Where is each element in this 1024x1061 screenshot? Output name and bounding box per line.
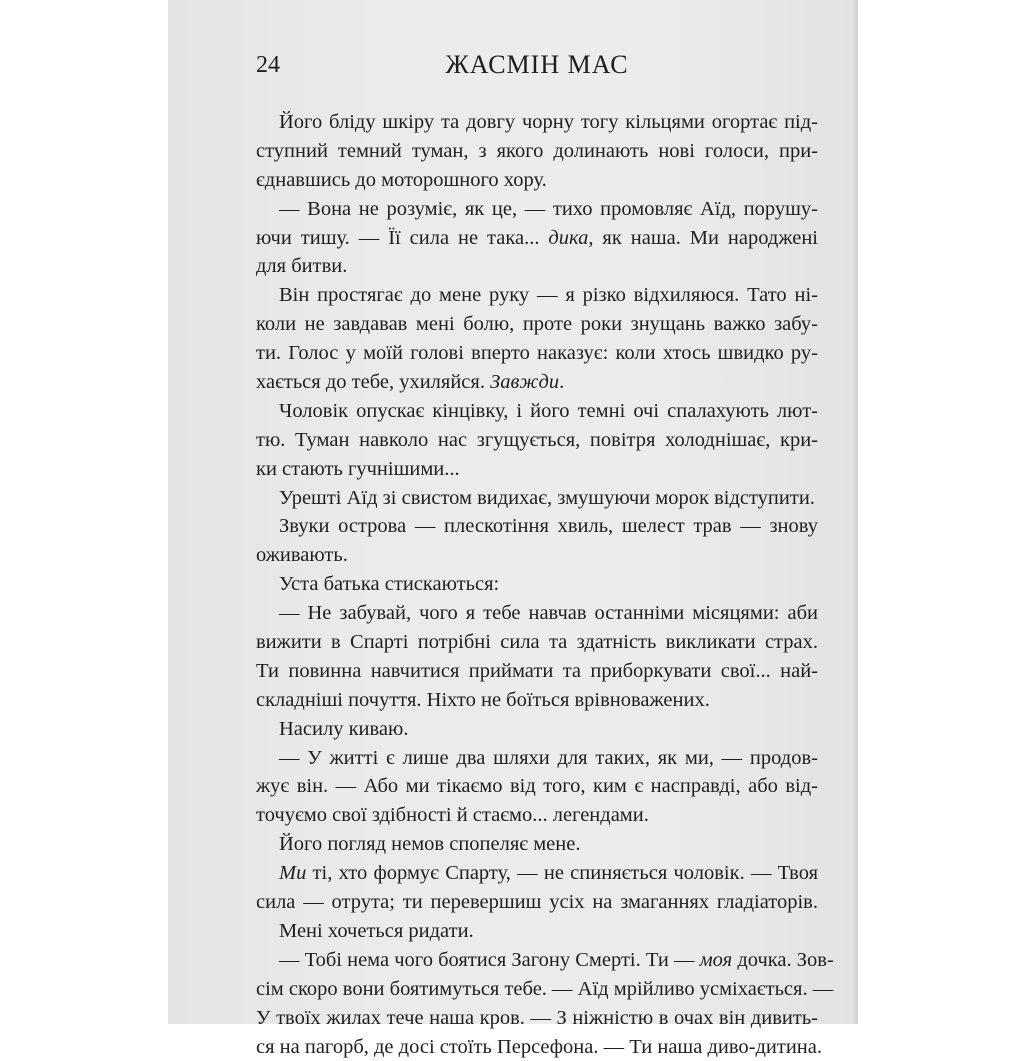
text-line [256,512,818,541]
text-line [256,368,818,397]
text-run: складніші почуття. Ніхто не боїться врівноважених. [256,689,710,711]
italic-text: Ми [279,862,306,884]
book-page [168,0,858,1024]
italic-text: дика [548,227,588,249]
text-run: ки стають гучнішими... [256,458,460,480]
text-run: Він простягає до мене руку — я різко відхиляюся. Тато ні- [279,284,818,306]
text-run: ти. Голос у моїй голові вперто наказує: коли хтось швидко ру- [256,342,818,364]
text-run: . [559,371,564,393]
page-header [256,46,818,86]
text-run: оживають. [256,544,348,566]
text-run: Звуки острова — плескотіння хвиль, шелест трав — знову [279,515,818,537]
text-line [256,686,818,715]
text-line [256,599,818,628]
text-line [256,224,818,253]
text-run: дочка. Зов- [732,949,834,971]
text-run: ючи тишу. — Її сила не така... [256,227,548,249]
text-line [256,859,818,888]
text-run: — У житті є лише два шляхи для таких, як ми, — продов- [279,747,818,769]
text-run: сила — отрута; ти перевершиш усіх на змаганнях гладіаторів. [256,891,818,913]
text-line [256,455,818,484]
text-line [256,541,818,570]
text-line [256,426,818,455]
text-run: Уста батька стискаються: [279,573,499,595]
text-line [256,628,818,657]
text-line [256,397,818,426]
text-line [256,888,818,917]
text-line [256,946,818,975]
running-title: ЖАСМІН МАС [256,50,818,80]
text-line [256,917,818,946]
text-run: У твоїх жилах тече наша кров. — З ніжністю в очах він дивить- [256,1007,818,1029]
text-run: — Вона не розуміє, як це, — тихо промовляє Аїд, порушу- [279,198,818,220]
text-run: Мені хочеться ридати. [279,920,474,942]
text-line [256,310,818,339]
text-line [256,744,818,773]
text-run: ті, хто формує Спарту, — не спиняється чоловік. — Твоя [306,862,818,884]
text-run: єднавшись до моторошного хору. [256,169,547,191]
text-run: жує він. — Або ми тікаємо від того, ким є насправді, або від- [256,775,818,797]
text-run: Чоловік опускає кінцівку, і його темні очі спалахують лют- [279,400,818,422]
text-run: Його бліду шкіру та довгу чорну тогу кільцями огортає під- [279,111,818,133]
text-run: коли не завдавав мені болю, проте роки знущань важко забу- [256,313,818,335]
text-run: вижити в Спарті потрібні сила та здатність викликати страх. [256,631,818,653]
text-run: Ти повинна навчитися приймати та приборкувати свої... най- [256,660,818,682]
text-line [256,570,818,599]
text-run: ся на пагорб, де досі стоїть Персефона. — Ти наша диво-дитина. [256,1036,822,1058]
text-run: Насилу киваю. [279,718,408,740]
text-run: — Тобі нема чого боятися Загону Смерті. Ти — [279,949,700,971]
text-line [256,715,818,744]
text-line [256,137,818,166]
page-number: 24 [256,52,280,79]
text-run: точуємо свої здібності й стаємо... легендами. [256,804,649,826]
text-run: ступний темний туман, з якого долинають нові голоси, при- [256,140,818,162]
text-line [256,166,818,195]
text-line [256,1004,818,1033]
text-line [256,252,818,281]
text-run: тю. Туман навколо нас згущується, повітря холоднішає, кри- [256,429,818,451]
text-line [256,772,818,801]
text-line [256,281,818,310]
page-edge-shadow [852,0,858,1024]
text-line [256,195,818,224]
text-line [256,339,818,368]
text-line [256,657,818,686]
text-line [256,801,818,830]
italic-text: Завжди [490,371,559,393]
text-run: хається до тебе, ухиляйся. [256,371,490,393]
text-run: сім скоро вони боятимуться тебе. — Аїд мрійливо усміхається. — [256,978,833,1000]
italic-text: моя [700,949,733,971]
text-run: для битви. [256,255,347,277]
text-line [256,1033,818,1061]
text-run: , як наша. Ми народжені [588,227,818,249]
text-line [256,484,818,513]
text-line [256,975,818,1004]
text-run: — Не забувай, чого я тебе навчав останніми місяцями: аби [279,602,818,624]
body-text [256,108,818,1061]
text-run: Його погляд немов спопеляє мене. [279,833,580,855]
text-line [256,830,818,859]
text-line [256,108,818,137]
text-run: Урешті Аїд зі свистом видихає, змушуючи морок відступити. [279,487,815,509]
